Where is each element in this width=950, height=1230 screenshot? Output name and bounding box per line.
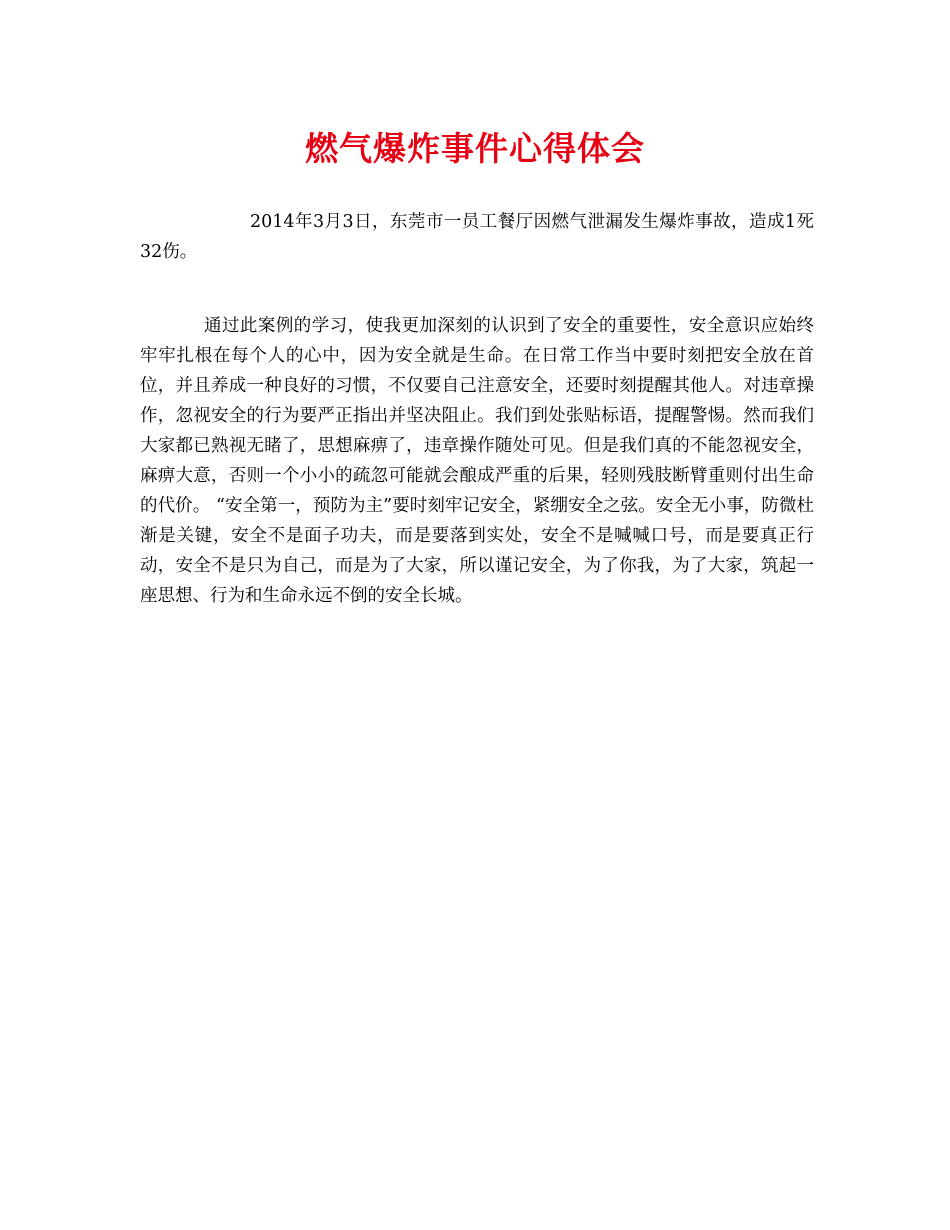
document-title: 燃气爆炸事件心得体会 (305, 129, 645, 168)
paragraph-reflection: 通过此案例的学习，使我更加深刻的认识到了安全的重要性，安全意识应始终牢牢扎根在每个人的心中，因为安全就是生命。在日常工作当中要时刻把安全放在首位，并且养成一种良好的习惯，不仅要自己注意安全，还要时刻提醒其他人。对违章操作，忽视安全的行为要严正指出并坚决阻止。我们到处张贴标语，提醒警惕。然而我们大家都已熟视无睹了，思想麻痹了，违章操作随处可见。但是我们真的不能忽视安全，麻痹大意，否则一个小小的疏忽可能就会酿成严重的后果，轻则残肢断臂重则付出生命的代价。 “安全第一，预防为主”要时刻牢记安全，紧绷安全之弦。安全无小事，防微杜渐是关键，安全不是面子功夫，而是要落到实处，安全不是喊喊口号，而是要真正行动，安全不是只为自己，而是为了大家，所以谨记安全，为了你我，为了大家，筑起一座思想、行为和生命永远不倒的安全长城。 (140, 316, 814, 606)
paragraph-incident: 2014年3月3日，东莞市一员工餐厅因燃气泄漏发生爆炸事故，造成1死32伤。 (140, 212, 814, 262)
